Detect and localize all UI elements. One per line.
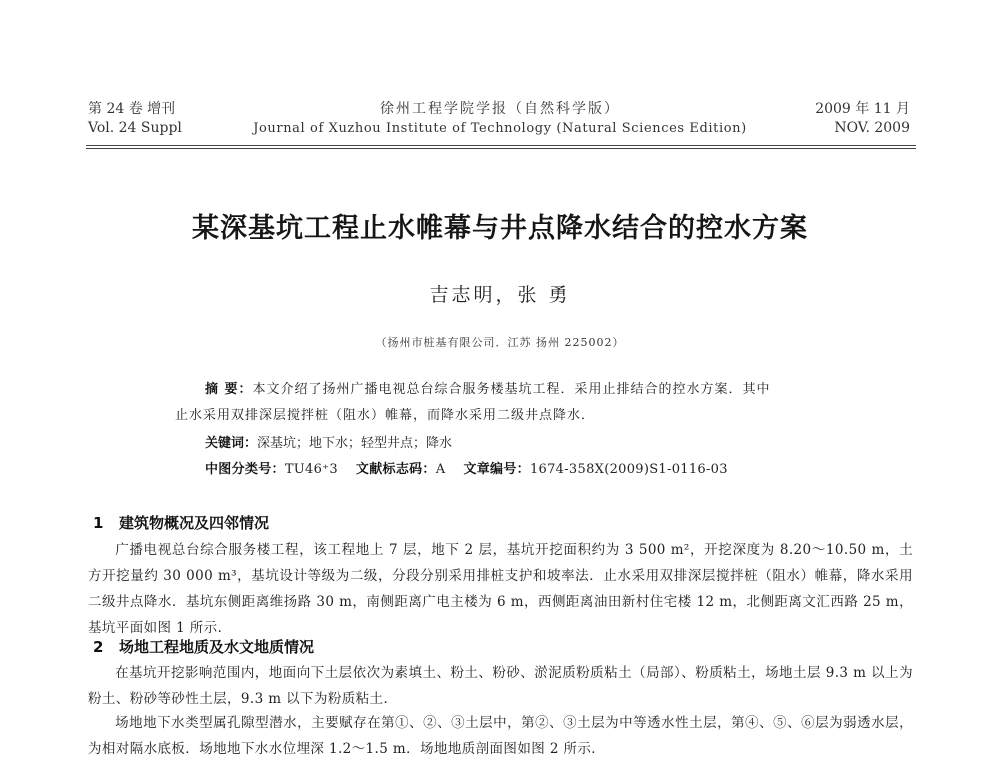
author-affiliation: （扬州市桩基有限公司．江苏 扬州 225002） xyxy=(375,336,625,349)
class-number-value: TU46⁺3 xyxy=(284,462,338,477)
keywords-value: 深基坑；地下水；轻型井点；降水 xyxy=(257,436,453,451)
doc-code-label: 文献标志码： xyxy=(355,462,436,477)
section-2-paragraph-2 xyxy=(88,710,913,762)
journal-name-cn: 徐州工程学院学报（自然科学版） xyxy=(380,101,620,117)
keywords xyxy=(205,432,860,451)
article-number-value: 1674-358X(2009)S1-0116-03 xyxy=(529,462,728,477)
issue-date-cn: 2009 年 11 月 xyxy=(815,101,910,117)
section-heading-2 xyxy=(93,636,314,657)
header-rule-top xyxy=(86,145,916,146)
abstract-line-2: 止水采用双排深层搅拌桩（阻水）帷幕，而降水采用二级井点降水． xyxy=(175,408,596,423)
section-number: 1 xyxy=(93,514,104,532)
classification-line xyxy=(205,458,860,477)
header-rule-bottom xyxy=(86,148,916,149)
paragraph-text: 广播电视总台综合服务楼工程，该工程地上 7 层，地下 2 层，基坑开挖面积约为 3 500 m²，开挖深度为 8.20～10.50 m，土方开挖量约 30 000 m³，基坑设计等级为二级，分段分别采用排桩支护和坡率法．止水采用双排深层搅拌桩（阻水）帷幕，降水采用二级井点降水．基坑东侧距离维扬路 30 m，南侧距离广电主楼为 6 m，西侧距离油田新村住宅楼 12 m，北侧距离文汇西路 25 m，基坑平面如图 1 所示． xyxy=(88,542,913,636)
section-heading-1 xyxy=(93,512,269,533)
journal-name-en: Journal of Xuzhou Institute of Technology (Natural Sciences Edition) xyxy=(253,121,747,136)
section-1-paragraph-1 xyxy=(88,537,913,641)
doc-code-value: A xyxy=(435,462,446,477)
abstract-label: 摘 要： xyxy=(205,382,253,397)
abstract-line-1 xyxy=(205,378,830,397)
issue-date xyxy=(815,100,910,138)
keywords-label: 关键词： xyxy=(205,436,258,451)
abstract-text-1: 本文介绍了扬州广播电视总台综合服务楼基坑工程．采用止排结合的控水方案．其中 xyxy=(252,382,771,397)
section-2-paragraph-1 xyxy=(88,660,913,712)
section-title: 建筑物概况及四邻情况 xyxy=(119,514,270,532)
paragraph-text: 在基坑开挖影响范围内，地面向下土层依次为素填土、粉土、粉砂、淤泥质粉质粘土（局部）、粉质粘土，场地土层 9.3 m 以上为粉土、粉砂等砂性土层，9.3 m 以下为粉质粘土． xyxy=(88,665,913,707)
class-number-label: 中图分类号： xyxy=(205,462,285,477)
paragraph-text: 场地地下水类型属孔隙型潜水，主要赋存在第①、②、③土层中，第②、③土层为中等透水性土层，第④、⑤、⑥层为弱透水层，为相对隔水底板．场地地下水水位埋深 1.2～1.5 m．场地地质剖面图如图 2 所示． xyxy=(88,715,913,757)
section-title: 场地工程地质及水文地质情况 xyxy=(119,638,315,656)
volume-cn: 第 24 卷 增刊 xyxy=(88,101,176,117)
issue-date-en: NOV. 2009 xyxy=(834,120,910,136)
article-authors: 吉志明，张 勇 xyxy=(429,284,571,306)
article-title: 某深基坑工程止水帷幕与井点降水结合的控水方案 xyxy=(192,213,808,244)
article-number-label: 文章编号： xyxy=(463,462,530,477)
volume-en: Vol. 24 Suppl xyxy=(88,120,182,136)
section-number: 2 xyxy=(93,638,104,656)
